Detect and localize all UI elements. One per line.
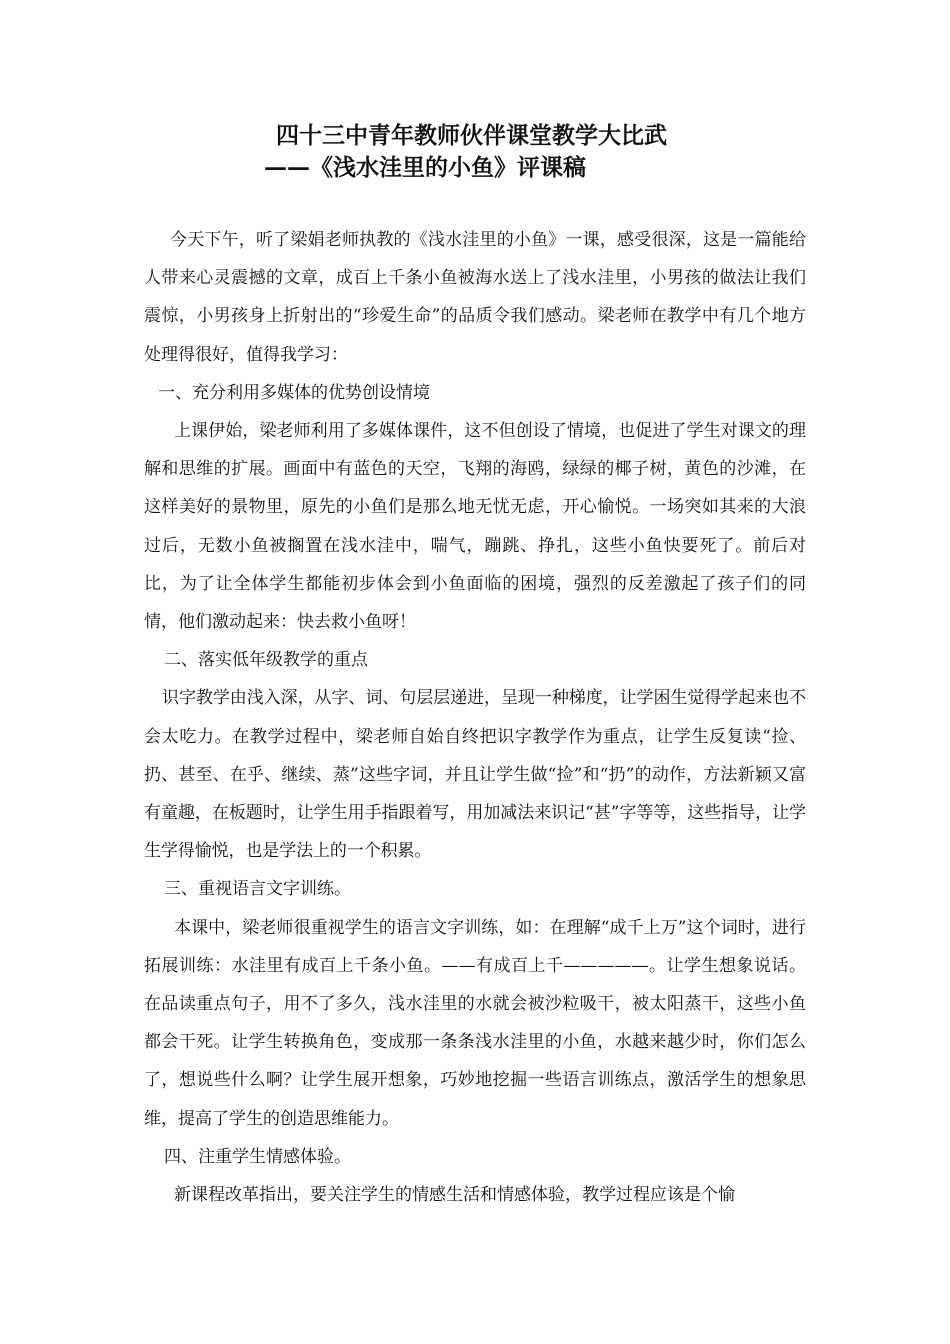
title-block <box>0 120 950 184</box>
document-subtitle: ——《浅水洼里的小鱼》评课稿 <box>264 154 586 181</box>
section-paragraph-4: 新课程改革指出，要关注学生的情感生活和情感体验，教学过程应该是个愉 <box>174 1185 735 1206</box>
section-paragraph-2: 识字教学由浅入深，从字、词、句层层递进，呈现一种梯度，让学困生觉得学起来也不会太吃力。在教学过程中，梁老师自始自终把识字教学作为重点，让学生反复读“捡、扔、甚至、在乎、继续、蒸”这些字词，并且让学生做“捡”和“扔”的动作，方法新颖又富有童趣，在板题时，让学生用手指跟着写，用加减法来识记“甚”字等等，这些指导，让学生学得愉悦，也是学法上的一个积累。 <box>144 688 806 862</box>
document-body <box>144 221 806 1214</box>
section-heading-2: 二、落实低年级教学的重点 <box>164 650 368 671</box>
document-title: 四十三中青年教师伙伴课堂教学大比武 <box>276 122 667 149</box>
intro-paragraph: 今天下午，听了梁娟老师执教的《浅水洼里的小鱼》一课，感受很深，这是一篇能给人带来心灵震撼的文章，成百上千条小鱼被海水送上了浅水洼里，小男孩的做法让我们震惊，小男孩身上折射出的“珍爱生命”的品质令我们感动。梁老师在教学中有几个地方处理得很好，值得我学习： <box>144 230 806 365</box>
section-heading-1: 一、充分利用多媒体的优势创设情境 <box>158 382 430 403</box>
section-paragraph-3: 本课中，梁老师很重视学生的语言文字训练，如：在理解“成千上万”这个词时，进行拓展训练：水洼里有成百上千条小鱼。——有成百上千—————。让学生想象说话。在品读重点句子，用不了多久，浅水洼里的水就会被沙粒吸干，被太阳蒸干，这些小鱼都会干死。让学生转换角色，变成那一条条浅水洼里的小鱼，水越来越少时，你们怎么了，想说些什么啊？让学生展开想象，巧妙地挖掘一些语言训练点，激活学生的想象思维，提高了学生的创造思维能力。 <box>144 917 806 1129</box>
section-paragraph-1: 上课伊始，梁老师利用了多媒体课件，这不但创设了情境，也促进了学生对课文的理解和思维的扩展。画面中有蓝色的天空，飞翔的海鸥，绿绿的椰子树，黄色的沙滩，在这样美好的景物里，原先的小鱼们是那么地无忧无虑，开心愉悦。一场突如其来的大浪过后，无数小鱼被搁置在浅水洼中，喘气，蹦跳、挣扎，这些小鱼快要死了。前后对比，为了让全体学生都能初步体会到小鱼面临的困境，强烈的反差激起了孩子们的同情，他们激动起来：快去救小鱼呀！ <box>144 421 806 633</box>
section-heading-4: 四、注重学生情感体验。 <box>164 1146 351 1167</box>
section-heading-3: 三、重视语言文字训练。 <box>164 879 351 900</box>
